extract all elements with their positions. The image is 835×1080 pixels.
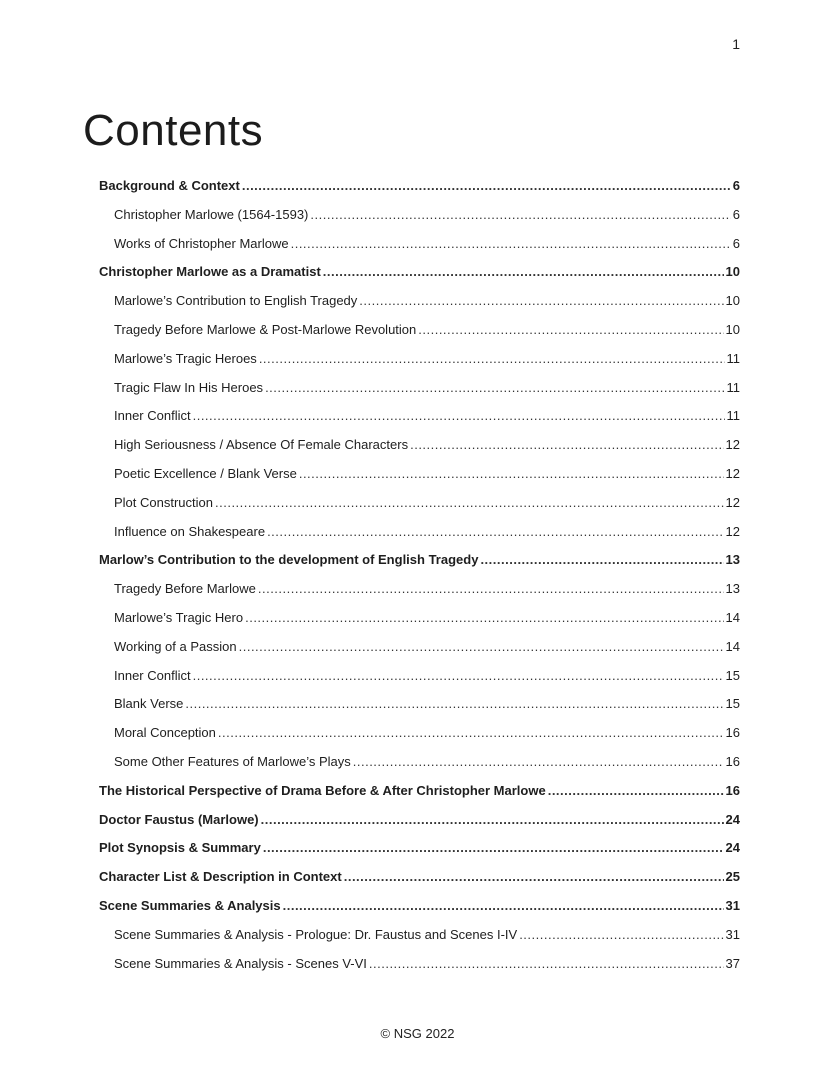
toc-dot-leader — [480, 546, 723, 575]
toc-entry-label: Background & Context — [99, 178, 240, 193]
toc-entry-label: Tragic Flaw In His Heroes — [114, 379, 264, 395]
toc-entry-label: Poetic Excellence / Blank Verse — [114, 465, 297, 481]
toc-dot-leader — [239, 633, 724, 662]
toc-entry-sub[interactable] — [99, 662, 740, 691]
toc-dot-leader — [548, 777, 724, 806]
toc-entry-sub[interactable] — [99, 489, 740, 518]
toc-entry-main[interactable] — [99, 777, 740, 806]
toc-dot-leader — [283, 892, 724, 921]
toc-entry-page: 11 — [726, 350, 740, 366]
toc-entry-sub[interactable] — [99, 460, 740, 489]
toc-dot-leader — [265, 374, 724, 403]
toc-entry-label: Marlow’s Contribution to the development of English Tragedy — [99, 552, 479, 568]
toc-dot-leader — [193, 402, 725, 431]
toc-entry-page: 24 — [725, 811, 740, 827]
table-of-contents — [99, 172, 740, 978]
toc-entry-page: 6 — [732, 178, 740, 193]
toc-entry-label: Scene Summaries & Analysis - Prologue: Dr. Faustus and Scenes I-IV — [114, 926, 518, 942]
toc-dot-leader — [263, 834, 724, 863]
toc-entry-page: 12 — [725, 465, 740, 481]
toc-entry-sub[interactable] — [99, 748, 740, 777]
toc-dot-leader — [267, 518, 723, 547]
toc-entry-label: Scene Summaries & Analysis — [99, 897, 281, 913]
toc-entry-label: Inner Conflict — [114, 408, 191, 424]
toc-entry-label: Blank Verse — [114, 696, 184, 712]
toc-entry-sub[interactable] — [99, 690, 740, 719]
toc-entry-page: 12 — [725, 437, 740, 453]
toc-entry-sub[interactable] — [99, 345, 740, 374]
toc-dot-leader — [369, 950, 724, 979]
toc-dot-leader — [353, 748, 724, 777]
toc-dot-leader — [245, 604, 723, 633]
toc-entry-label: Plot Construction — [114, 494, 213, 510]
toc-entry-page: 10 — [725, 264, 740, 280]
toc-dot-leader — [344, 863, 724, 892]
toc-entry-label: Inner Conflict — [114, 667, 191, 683]
toc-entry-label: Marlowe’s Tragic Hero — [114, 609, 244, 625]
toc-entry-page: 15 — [725, 696, 740, 712]
toc-entry-sub[interactable] — [99, 575, 740, 604]
toc-entry-page: 31 — [725, 926, 740, 942]
toc-entry-page: 16 — [725, 725, 740, 741]
toc-dot-leader — [291, 230, 731, 259]
toc-entry-label: Marlowe’s Tragic Heroes — [114, 350, 257, 366]
toc-entry-label: Tragedy Before Marlowe — [114, 581, 256, 597]
toc-entry-main[interactable] — [99, 546, 740, 575]
toc-dot-leader — [418, 316, 723, 345]
toc-entry-page: 16 — [725, 782, 740, 798]
toc-entry-page: 14 — [725, 638, 740, 654]
toc-entry-sub[interactable] — [99, 604, 740, 633]
toc-dot-leader — [193, 662, 724, 691]
toc-entry-label: Some Other Features of Marlowe’s Plays — [114, 753, 351, 769]
toc-dot-leader — [242, 172, 731, 201]
toc-entry-label: Plot Synopsis & Summary — [99, 840, 261, 856]
toc-entry-page: 37 — [725, 955, 740, 971]
toc-dot-leader — [258, 575, 724, 604]
toc-entry-sub[interactable] — [99, 719, 740, 748]
toc-entry-page: 6 — [732, 235, 740, 251]
toc-entry-sub[interactable] — [99, 431, 740, 460]
toc-entry-label: Doctor Faustus (Marlowe) — [99, 811, 259, 827]
toc-dot-leader — [519, 921, 723, 950]
toc-entry-main[interactable] — [99, 834, 740, 863]
toc-entry-main[interactable] — [99, 172, 740, 201]
toc-entry-label: Scene Summaries & Analysis - Scenes V-VI — [114, 955, 367, 971]
page-title: Contents — [83, 106, 264, 155]
toc-dot-leader — [215, 489, 724, 518]
toc-dot-leader — [185, 690, 723, 719]
toc-entry-sub[interactable] — [99, 921, 740, 950]
toc-entry-sub[interactable] — [99, 230, 740, 259]
toc-entry-page: 24 — [725, 840, 740, 856]
toc-entry-label: Christopher Marlowe (1564-1593) — [114, 206, 309, 222]
toc-entry-label: Working of a Passion — [114, 638, 237, 654]
toc-entry-page: 16 — [725, 753, 740, 769]
toc-entry-page: 12 — [725, 494, 740, 510]
toc-entry-sub[interactable] — [99, 287, 740, 316]
footer-copyright: © NSG 2022 — [380, 1026, 455, 1041]
toc-entry-sub[interactable] — [99, 950, 740, 979]
toc-entry-page: 11 — [726, 379, 740, 395]
toc-entry-main[interactable] — [99, 892, 740, 921]
toc-entry-label: Christopher Marlowe as a Dramatist — [99, 264, 321, 280]
toc-entry-sub[interactable] — [99, 201, 740, 230]
toc-dot-leader — [310, 201, 730, 230]
toc-entry-sub[interactable] — [99, 316, 740, 345]
toc-entry-page: 11 — [726, 408, 740, 424]
toc-entry-page: 14 — [725, 609, 740, 625]
toc-entry-page: 15 — [725, 667, 740, 683]
toc-dot-leader — [261, 806, 724, 835]
toc-entry-page: 13 — [725, 552, 740, 568]
toc-dot-leader — [359, 287, 723, 316]
toc-entry-page: 10 — [725, 321, 740, 337]
toc-entry-label: Character List & Description in Context — [99, 869, 342, 885]
toc-entry-sub[interactable] — [99, 633, 740, 662]
toc-entry-page: 13 — [725, 581, 740, 597]
toc-entry-label: Influence on Shakespeare — [114, 523, 266, 539]
toc-entry-label: Marlowe’s Contribution to English Tragedy — [114, 293, 358, 309]
toc-entry-label: Tragedy Before Marlowe & Post-Marlowe Revolution — [114, 321, 417, 337]
toc-dot-leader — [323, 258, 724, 287]
toc-entry-sub[interactable] — [99, 374, 740, 403]
toc-entry-label: High Seriousness / Absence Of Female Characters — [114, 437, 409, 453]
toc-dot-leader — [259, 345, 725, 374]
toc-entry-label: The Historical Perspective of Drama Before & After Christopher Marlowe — [99, 782, 546, 798]
toc-entry-page: 25 — [725, 869, 740, 885]
toc-entry-page: 10 — [725, 293, 740, 309]
toc-entry-sub[interactable] — [99, 518, 740, 547]
toc-entry-sub[interactable] — [99, 402, 740, 431]
toc-entry-main[interactable] — [99, 258, 740, 287]
toc-entry-main[interactable] — [99, 863, 740, 892]
toc-entry-label: Moral Conception — [114, 725, 216, 741]
toc-dot-leader — [218, 719, 724, 748]
page-number: 1 — [732, 36, 740, 52]
toc-dot-leader — [299, 460, 724, 489]
toc-dot-leader — [410, 431, 723, 460]
toc-entry-page: 12 — [725, 523, 740, 539]
toc-entry-page: 31 — [725, 897, 740, 913]
toc-entry-label: Works of Christopher Marlowe — [114, 235, 289, 251]
toc-entry-main[interactable] — [99, 806, 740, 835]
toc-entry-page: 6 — [732, 206, 740, 222]
